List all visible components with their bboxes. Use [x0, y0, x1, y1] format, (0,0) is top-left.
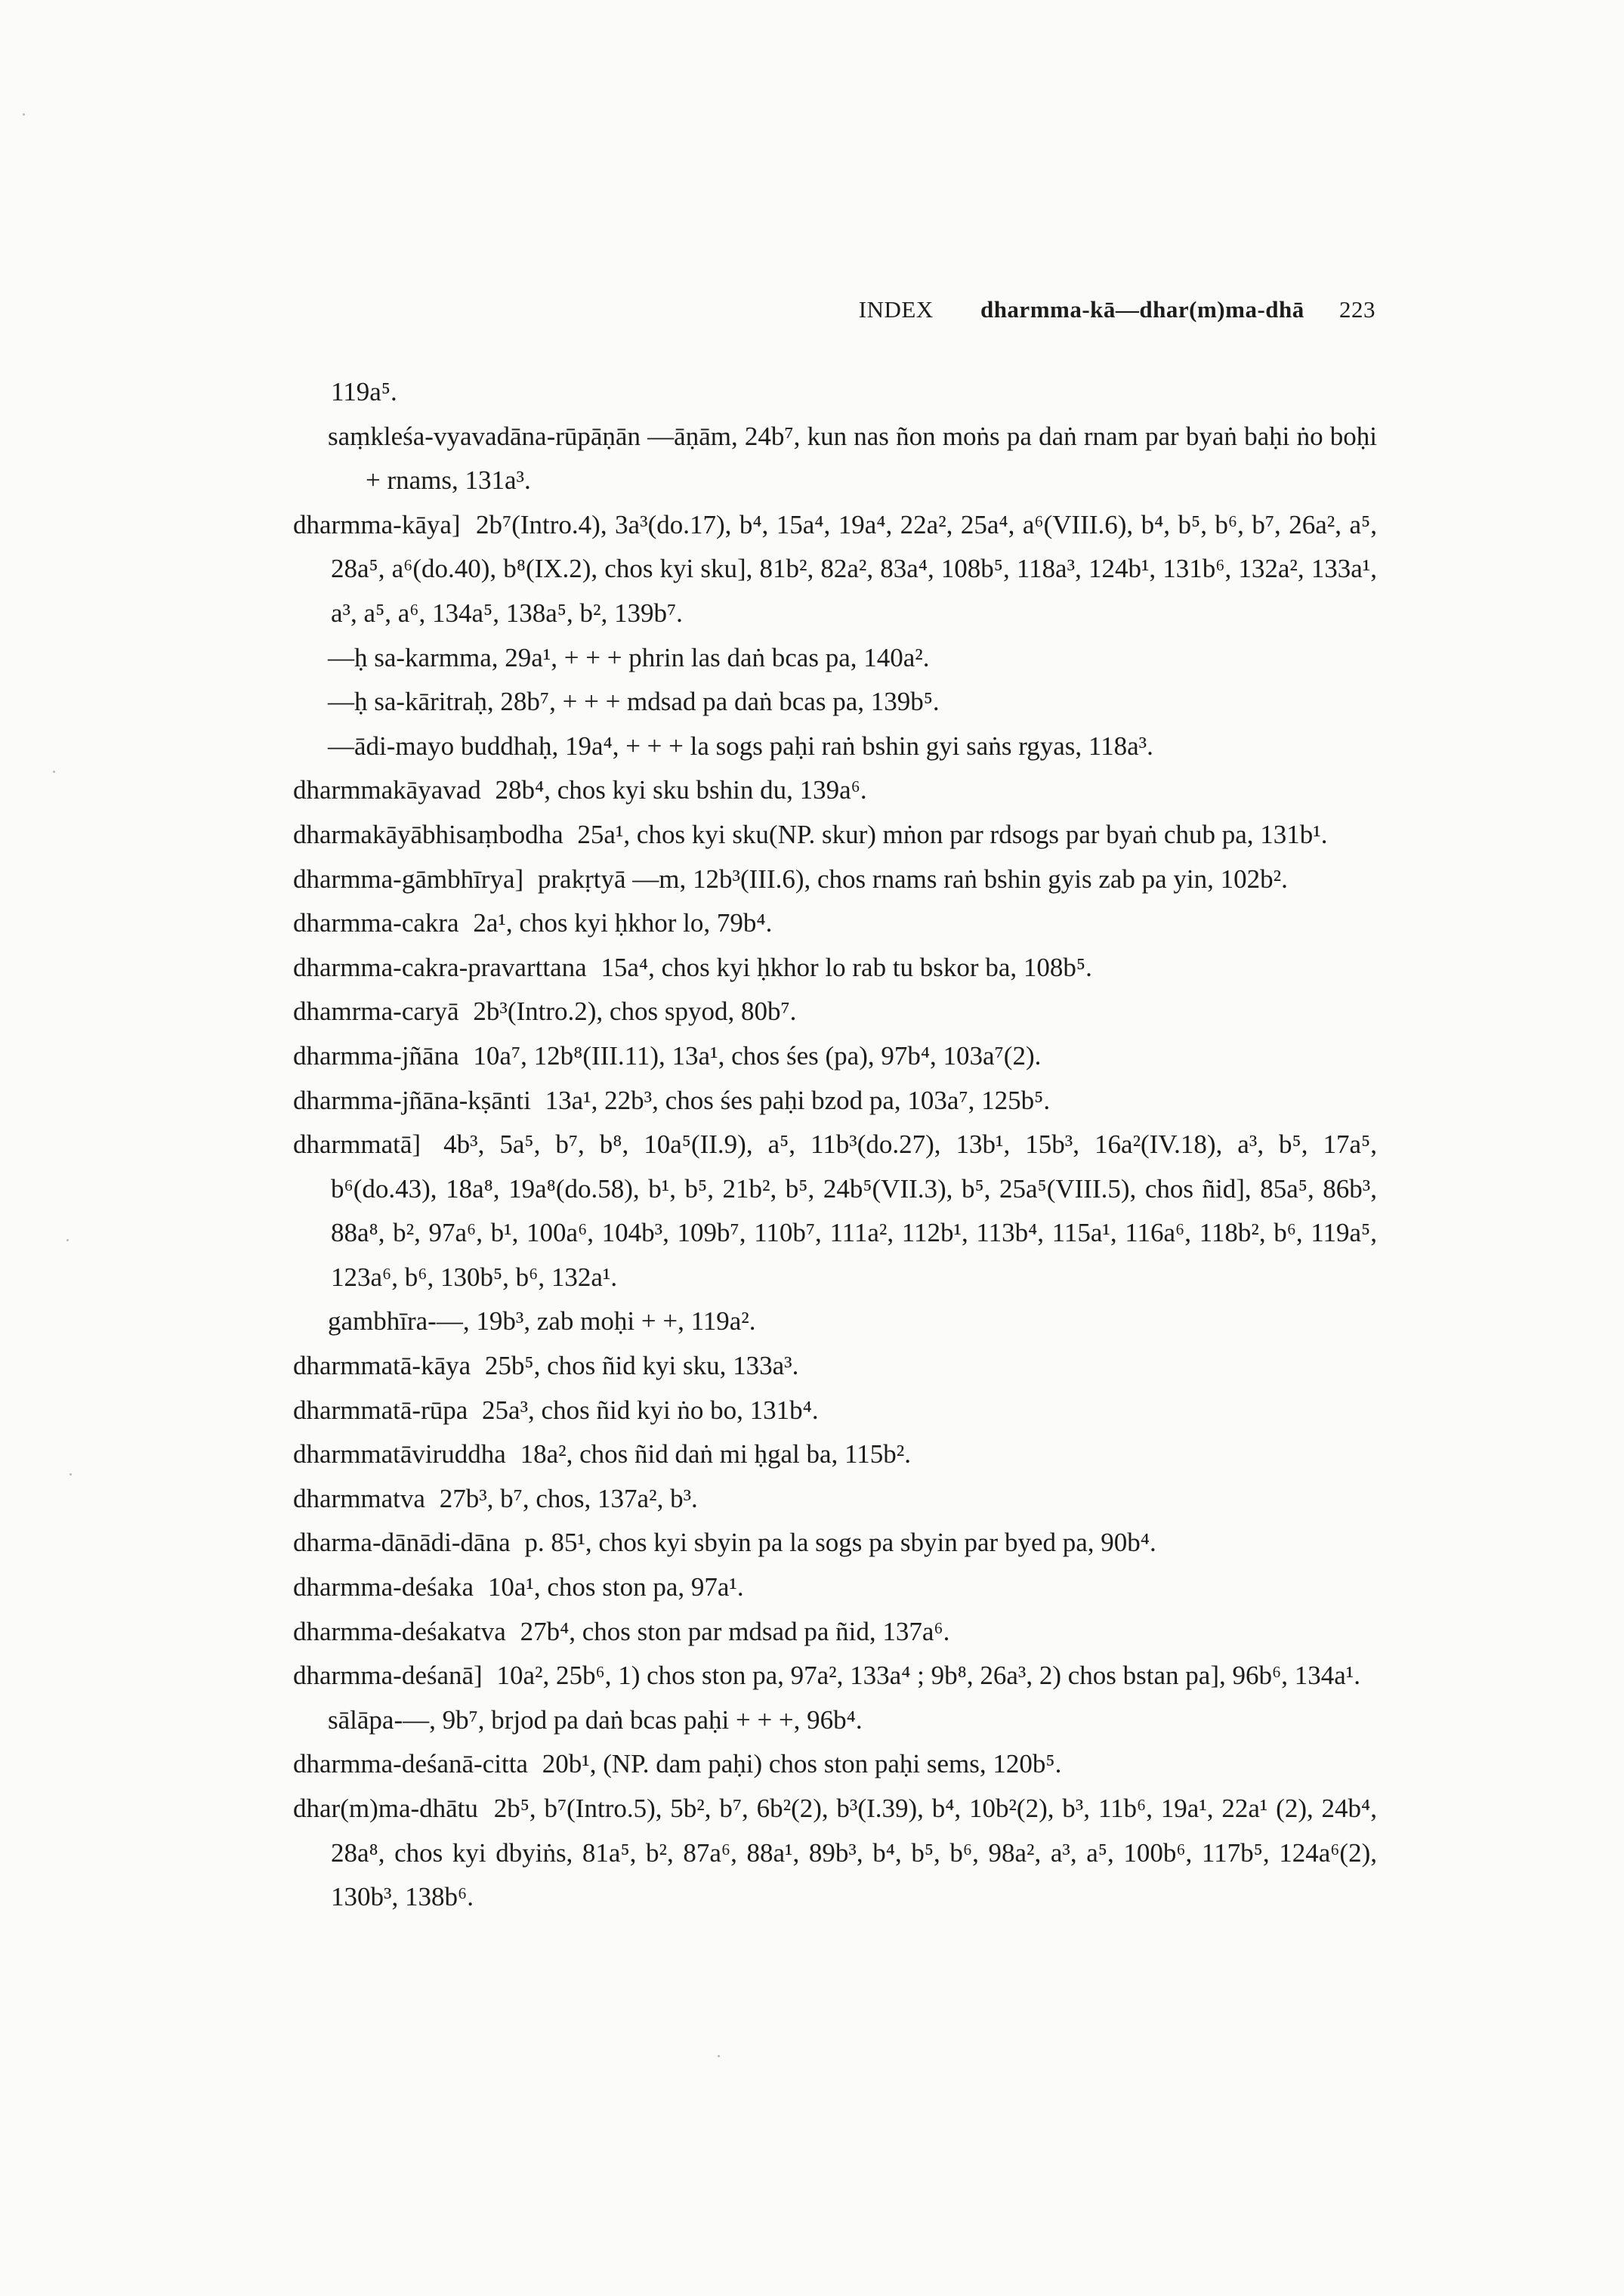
scan-speck — [718, 2055, 720, 2057]
index-entry — [293, 901, 1377, 946]
entry-headword: dharmma-deśaka — [293, 1572, 474, 1602]
scan-speck — [69, 1473, 72, 1476]
entry-references: 10a⁷, 12b⁸(III.11), 13a¹, chos śes (pa), 97b⁴, 103a⁷(2). — [473, 1040, 1042, 1071]
entry-references: —ḥ sa-karmma, 29a¹, + + + phrin las daṅ bcas pa, 140a². — [328, 642, 930, 672]
entry-references: 2b³(Intro.2), chos spyod, 80b⁷. — [473, 997, 797, 1027]
index-entry — [293, 1477, 1377, 1522]
entry-references: 27b⁴, chos ston par mdsad pa ñid, 137a⁶. — [520, 1616, 950, 1646]
entry-headword: dharmma-gāmbhīrya] — [293, 864, 524, 894]
header-entry-range: dharmma-kā—dhar(m)ma-dhā — [980, 296, 1304, 323]
index-entry — [293, 636, 1377, 681]
index-entry — [293, 1432, 1377, 1477]
index-entry — [293, 1034, 1377, 1079]
index-entry — [293, 1389, 1377, 1433]
scan-speck — [66, 1239, 69, 1241]
index-entry — [293, 503, 1377, 636]
entry-references: 25a³, chos ñid kyi ṅo bo, 131b⁴. — [482, 1395, 819, 1425]
entry-headword: dharmakāyābhisaṃbodha — [293, 819, 563, 849]
entry-headword: dharmma-cakra-pravarttana — [293, 952, 587, 982]
page-number: 223 — [1339, 296, 1375, 323]
entry-references: 2b⁷(Intro.4), 3a³(do.17), b⁴, 15a⁴, 19a⁴, 22a², 25a⁴, a⁶(VIII.6), b⁴, b⁵, b⁶, b⁷, 26a², a⁵, 28a⁵, a⁶(do.40), b⁸(IX.2), chos kyi sku], 81b², 82a², 83a⁴, 108b⁵, 118a³, 124b¹, 131b⁶, 132a², 133a¹, a³, a⁵, a⁶, 134a⁵, 138a⁵, b², 139b⁷. — [331, 509, 1377, 628]
index-entry — [293, 990, 1377, 1034]
index-entry — [293, 1079, 1377, 1123]
entry-references: 25b⁵, chos ñid kyi sku, 133a³. — [484, 1351, 799, 1381]
header-index-label: INDEX — [858, 296, 934, 323]
index-entry — [293, 1521, 1377, 1565]
entry-headword: dharmma-jñāna — [293, 1040, 459, 1071]
index-entry — [293, 725, 1377, 769]
entry-references: p. 85¹, chos kyi sbyin pa la sogs pa sbyin par byed pa, 90b⁴. — [524, 1528, 1156, 1558]
index-entry — [293, 768, 1377, 813]
entry-references: 25a¹, chos kyi sku(NP. skur) mṅon par rdsogs par byaṅ chub pa, 131b¹. — [577, 819, 1328, 849]
index-entry — [293, 1299, 1377, 1344]
entry-headword: dharmma-kāya] — [293, 509, 461, 539]
entry-references: 2a¹, chos kyi ḥkhor lo, 79b⁴. — [473, 908, 773, 938]
entry-references: 4b³, 5a⁵, b⁷, b⁸, 10a⁵(II.9), a⁵, 11b³(do.27), 13b¹, 15b³, 16a²(IV.18), a³, b⁵, 17a⁵, b⁶(do.43), 18a⁸, 19a⁸(do.58), b¹, b⁵, 21b², b⁵, 24b⁵(VII.3), b⁵, 25a⁵(VIII.5), chos ñid], 85a⁵, 86b³, 88a⁸, b², 97a⁶, b¹, 100a⁶, 104b³, 109b⁷, 110b⁷, 111a², 112b¹, 113b⁴, 115a¹, 116a⁶, 118b², b⁶, 119a⁵, 123a⁶, b⁶, 130b⁵, b⁶, 132a¹. — [331, 1129, 1377, 1292]
index-entry — [293, 858, 1377, 902]
scan-speck — [23, 113, 25, 116]
entry-references: 27b³, b⁷, chos, 137a², b³. — [439, 1483, 698, 1513]
entry-references: 10a², 25b⁶, 1) chos ston pa, 97a², 133a⁴ ; 9b⁸, 26a³, 2) chos bstan pa], 96b⁶, 134a¹. — [496, 1661, 1360, 1691]
index-entry — [293, 1565, 1377, 1610]
index-entry — [293, 1742, 1377, 1787]
index-entry — [293, 1698, 1377, 1743]
scan-speck — [53, 771, 55, 773]
entry-references: 28b⁴, chos kyi sku bshin du, 139a⁶. — [495, 775, 867, 805]
index-entry — [293, 1344, 1377, 1389]
index-entry — [293, 1610, 1377, 1655]
entry-headword: dharmmatāviruddha — [293, 1439, 506, 1469]
entry-references: 13a¹, 22b³, chos śes paḥi bzod pa, 103a⁷, 125b⁵. — [545, 1085, 1051, 1115]
entry-headword: dhar(m)ma-dhātu — [293, 1794, 478, 1823]
entry-references: prakṛtyā —m, 12b³(III.6), chos rnams raṅ bshin gyis zab pa yin, 102b². — [537, 864, 1288, 894]
running-header — [859, 296, 1375, 323]
index-entry — [293, 680, 1377, 725]
entry-references: —ḥ sa-kāritraḥ, 28b⁷, + + + mdsad pa daṅ bcas pa, 139b⁵. — [328, 687, 940, 717]
entry-headword: dhamrma-caryā — [293, 997, 459, 1027]
entry-references: saṃkleśa-vyavadāna-rūpāṇān —āṇām, 24b⁷, kun nas ñon moṅs pa daṅ rnam par byaṅ baḥi ṅo boḥi + rnams, 131a³. — [328, 421, 1377, 496]
index-entry — [293, 813, 1377, 858]
entry-references: gambhīra-—, 19b³, zab moḥi + +, 119a². — [328, 1306, 756, 1337]
entry-headword: dharmma-deśanā-citta — [293, 1749, 528, 1779]
entry-references: 18a², chos ñid daṅ mi ḥgal ba, 115b². — [520, 1439, 911, 1469]
index-entry — [293, 1654, 1377, 1698]
entry-headword: dharmma-deśanā] — [293, 1661, 483, 1691]
entry-headword: dharmmatā-kāya — [293, 1351, 471, 1381]
entry-headword: dharmma-cakra — [293, 908, 459, 938]
entry-headword: dharmmatā-rūpa — [293, 1395, 468, 1425]
entry-headword: dharmmatā] — [293, 1129, 421, 1160]
entry-references: 2b⁵, b⁷(Intro.5), 5b², b⁷, 6b²(2), b³(I.39), b⁴, 10b²(2), b³, 11b⁶, 19a¹, 22a¹ (2), 24b⁴, 28a⁸, chos kyi dbyiṅs, 81a⁵, b², 87a⁶, 88a¹, 89b³, b⁴, b⁵, b⁶, 98a², a³, a⁵, 100b⁶, 117b⁵, 124a⁶(2), 130b³, 138b⁶. — [331, 1794, 1377, 1912]
entry-references: 10a¹, chos ston pa, 97a¹. — [487, 1572, 744, 1602]
entry-headword: dharmma-jñāna-kṣānti — [293, 1085, 531, 1115]
index-entry — [293, 415, 1377, 503]
index-entry — [293, 1123, 1377, 1299]
index-entry — [293, 370, 1377, 415]
entry-references: sālāpa-—, 9b⁷, brjod pa daṅ bcas paḥi + + +, 96b⁴. — [328, 1704, 863, 1735]
index-entry — [293, 1787, 1377, 1920]
entry-references: 20b¹, (NP. dam paḥi) chos ston paḥi sems, 120b⁵. — [542, 1749, 1062, 1779]
entry-headword: dharmmakāyavad — [293, 775, 481, 805]
entry-headword: dharma-dānādi-dāna — [293, 1528, 511, 1558]
entry-headword: dharmma-deśakatva — [293, 1616, 506, 1646]
entry-references: —ādi-mayo buddhaḥ, 19a⁴, + + + la sogs paḥi raṅ bshin gyi saṅs rgyas, 118a³. — [328, 731, 1153, 761]
entry-references: 15a⁴, chos kyi ḥkhor lo rab tu bskor ba, 108b⁵. — [601, 952, 1092, 982]
index-entries — [293, 370, 1377, 1920]
index-entry — [293, 946, 1377, 990]
entry-headword: dharmmatva — [293, 1483, 425, 1513]
entry-references: 119a⁵. — [331, 377, 397, 406]
